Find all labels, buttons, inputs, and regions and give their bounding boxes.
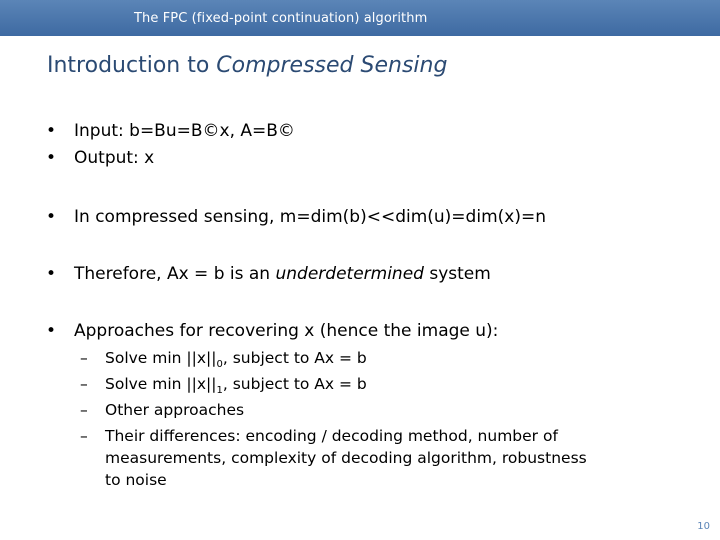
bullet-therefore-after: system (423, 264, 491, 284)
subitem-solve-l1 (80, 373, 367, 402)
solve-l0-text-a: Solve min ||x|| (105, 349, 217, 367)
slide-title-prefix: Introduction to (47, 53, 217, 78)
bullet-therefore (46, 264, 491, 284)
bullet-input-text: Input: b=Bu=B©x, A=B© (74, 121, 295, 141)
bullet-marker: • (46, 121, 57, 141)
subitem-differences (80, 425, 587, 491)
solve-l1-text-b: , subject to Ax = b (222, 375, 367, 393)
bullet-approaches-text: Approaches for recovering x (hence the image u): (74, 321, 499, 341)
solve-l1-text-a: Solve min ||x|| (105, 375, 217, 393)
solve-l0-text-b: , subject to Ax = b (222, 349, 367, 367)
subitem-other-approaches (80, 399, 244, 421)
bullet-marker: • (46, 321, 57, 341)
bullet-marker: • (46, 264, 57, 284)
subitem-solve-l0 (80, 347, 367, 376)
bullet-input (46, 121, 295, 141)
bullet-cs-text: In compressed sensing, m=dim(b)<<dim(u)=dim(x)=n (74, 207, 546, 227)
bullet-therefore-emphasis: underdetermined (275, 264, 424, 284)
bullet-approaches (46, 321, 498, 341)
bullet-compressed-sensing (46, 207, 546, 227)
differences-line-3: to noise (105, 471, 167, 489)
header-bar (0, 0, 720, 36)
dash-marker: – (80, 349, 88, 367)
other-approaches-text: Other approaches (105, 401, 245, 419)
bullet-output (46, 148, 154, 168)
differences-line-2: measurements, complexity of decoding algorithm, robustness (105, 449, 587, 467)
header-title: The FPC (fixed-point continuation) algorithm (134, 11, 428, 26)
bullet-output-text: Output: x (74, 148, 155, 168)
differences-line-1: Their differences: encoding / decoding method, number of (105, 427, 558, 445)
bullet-marker: • (46, 207, 57, 227)
dash-marker: – (80, 375, 88, 393)
page-number: 10 (697, 521, 710, 532)
slide-title-emphasis: Compressed Sensing (216, 53, 448, 78)
solve-l1-subscript: 1 (216, 385, 223, 397)
dash-marker: – (80, 427, 88, 445)
bullet-therefore-before: Therefore, Ax = b is an (74, 264, 276, 284)
slide-title (47, 53, 447, 78)
solve-l0-subscript: 0 (216, 359, 223, 371)
dash-marker: – (80, 401, 88, 419)
bullet-marker: • (46, 148, 57, 168)
